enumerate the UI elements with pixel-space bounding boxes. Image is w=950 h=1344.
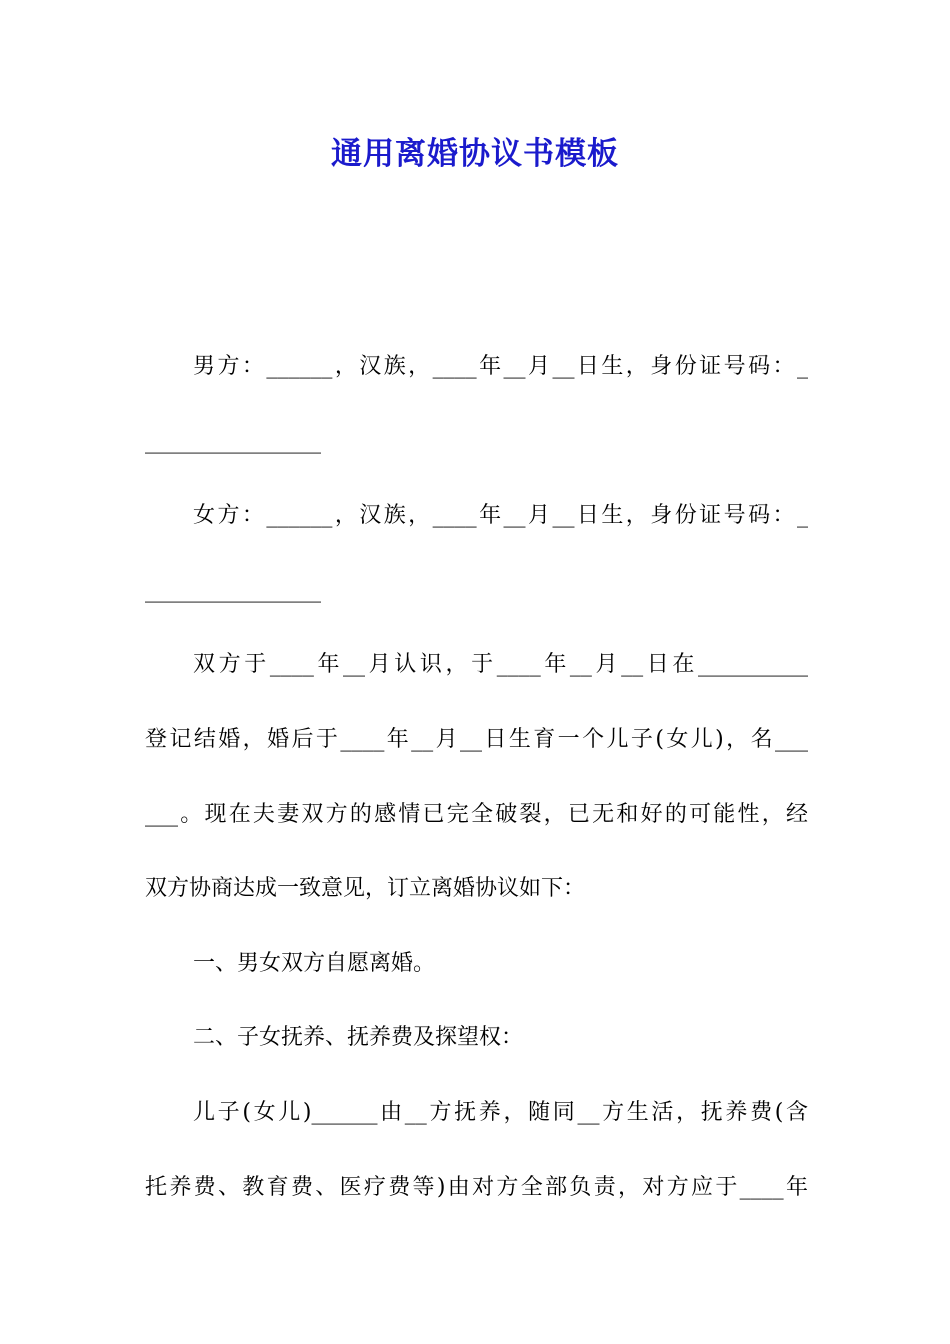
- clause-two-heading: 二、子女抚养、抚养费及探望权：: [193, 1025, 524, 1051]
- marriage-paragraph-line-3: ___。现在夫妻双方的感情已完全破裂，已无和好的可能性，经: [145, 801, 808, 827]
- custody-paragraph-line-1: 儿子(女儿)______由__方抚养，随同__方生活，抚养费(含: [193, 1099, 808, 1125]
- custody-paragraph-line-2: 托养费、教育费、医疗费等)由对方全部负责，对方应于____年: [145, 1174, 808, 1200]
- female-party-line: 女方：______，汉族，____年__月__日生，身份证号码：_: [193, 503, 808, 529]
- marriage-paragraph-line-2: 登记结婚，婚后于____年__月__日生育一个儿子(女儿)，名___: [145, 726, 808, 752]
- male-id-continuation-line: ________________: [145, 428, 321, 454]
- female-id-continuation-line: ________________: [145, 577, 321, 603]
- marriage-paragraph-line-4: 双方协商达成一致意见，订立离婚协议如下：: [145, 876, 586, 902]
- marriage-paragraph-line-1: 双方于____年__月认识，于____年__月__日在__________: [193, 652, 808, 678]
- clause-one: 一、男女双方自愿离婚。: [193, 950, 436, 976]
- document-title: 通用离婚协议书模板: [331, 136, 619, 172]
- male-party-line: 男方：______，汉族，____年__月__日生，身份证号码：_: [193, 354, 808, 379]
- document-body: [145, 330, 808, 1225]
